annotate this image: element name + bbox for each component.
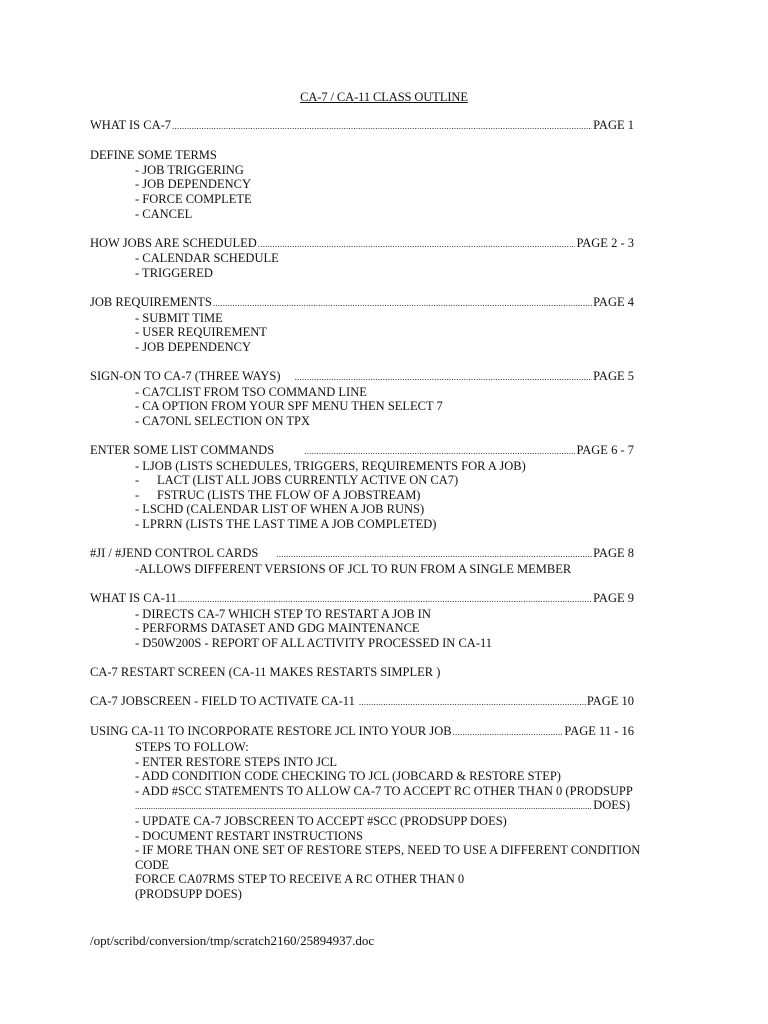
list-item: - FORCE COMPLETE: [135, 191, 252, 206]
section-label: CA-7 RESTART SCREEN (CA-11 MAKES RESTARTS SIMPLER ): [90, 664, 441, 679]
toc-row: [90, 546, 634, 562]
list-item: - USER REQUIREMENT: [135, 325, 267, 340]
page-reference: PAGE 4: [593, 295, 634, 310]
list-item: - LPRRN (LISTS THE LAST TIME A JOB COMPLETED): [135, 517, 437, 532]
list-item: - TRIGGERED: [135, 265, 213, 280]
dot-leader: [295, 370, 593, 385]
list-item: - ENTER RESTORE STEPS INTO JCL: [135, 754, 337, 769]
steps-block: [90, 813, 641, 902]
dot-leader: [359, 695, 586, 710]
list-item-continuation: [90, 798, 634, 814]
list-item: - CA OPTION FROM YOUR SPF MENU THEN SELECT 7: [135, 399, 443, 414]
list-item: - JOB DEPENDENCY: [135, 339, 251, 354]
list-item: - PERFORMS DATASET AND GDG MAINTENANCE: [135, 621, 420, 636]
section-what-is-ca7: [90, 118, 634, 134]
dot-leader: [213, 296, 592, 311]
list-item: - CALENDAR SCHEDULE: [135, 251, 279, 266]
section-sign-on: [90, 369, 634, 428]
list-item: - IF MORE THAN ONE SET OF RESTORE STEPS, NEED TO USE A DIFFERENT CONDITION: [135, 843, 641, 858]
dot-leader: [172, 119, 592, 134]
continuation-text: DOES): [593, 798, 630, 813]
section-job-requirements: [90, 295, 634, 354]
list-item: - DOCUMENT RESTART INSTRUCTIONS: [135, 828, 364, 843]
list-dash: -: [135, 473, 140, 488]
dot-leader: [453, 725, 564, 740]
dot-leader: [135, 799, 591, 814]
section-label: DEFINE SOME TERMS: [90, 148, 217, 163]
section-label: WHAT IS CA-7: [90, 118, 172, 132]
file-path-footer: /opt/scribd/conversion/tmp/scratch2160/25894937.doc: [90, 933, 375, 948]
dot-leader: [258, 237, 576, 252]
page-reference: PAGE 6 - 7: [576, 443, 634, 458]
section-label: JOB REQUIREMENTS: [90, 295, 212, 310]
section-what-is-ca11: [90, 591, 634, 650]
dot-leader: [304, 444, 575, 459]
list-item-continuation: CODE: [135, 857, 170, 872]
list-item: - UPDATE CA-7 JOBSCREEN TO ACCEPT #SCC (PRODSUPP DOES): [135, 813, 507, 828]
list-item-text: FSTRUC (LISTS THE FLOW OF A JOBSTREAM): [157, 487, 421, 502]
toc-row: [90, 694, 634, 710]
list-dash: -: [135, 487, 140, 502]
page-reference: PAGE 8: [593, 546, 634, 561]
section-label: WHAT IS CA-11: [90, 591, 177, 605]
list-item: - ADD CONDITION CODE CHECKING TO JCL (JOBCARD & RESTORE STEP): [135, 769, 561, 784]
list-item: - DIRECTS CA-7 WHICH STEP TO RESTART A JOB IN: [135, 606, 431, 621]
dot-leader: [276, 547, 592, 562]
section-label: ENTER SOME LIST COMMANDS: [90, 443, 275, 458]
toc-row: [90, 443, 634, 459]
section-restore-jcl: [90, 724, 641, 901]
list-item: (PRODSUPP DOES): [135, 886, 242, 901]
list-item: - LSCHD (CALENDAR LIST OF WHEN A JOB RUNS): [135, 502, 425, 517]
section-label: CA-7 JOBSCREEN - FIELD TO ACTIVATE CA-11: [90, 694, 355, 709]
list-item: - JOB TRIGGERING: [135, 162, 244, 177]
toc-row: [90, 724, 634, 740]
section-label: #JI / #JEND CONTROL CARDS: [90, 546, 259, 561]
list-item: - CA7CLIST FROM TSO COMMAND LINE: [135, 384, 367, 399]
steps-heading: STEPS TO FOLLOW:: [135, 739, 249, 754]
section-define-terms: [90, 148, 634, 221]
section-control-cards: [90, 546, 634, 576]
list-item: - D50W200S - REPORT OF ALL ACTIVITY PROCESSED IN CA-11: [135, 635, 493, 650]
toc-row: [90, 118, 634, 134]
page-title: CA-7 / CA-11 CLASS OUTLINE: [300, 90, 468, 104]
page-reference: PAGE 11 - 16: [564, 724, 634, 739]
dot-leader: [178, 592, 592, 607]
section-how-jobs-scheduled: [90, 236, 634, 281]
toc-row: [90, 591, 634, 607]
page-reference: PAGE 2 - 3: [576, 235, 634, 250]
list-item: - SUBMIT TIME: [135, 310, 223, 325]
section-restart-screen: [90, 665, 634, 680]
outline-content: [90, 118, 641, 916]
list-item-text: LACT (LIST ALL JOBS CURRENTLY ACTIVE ON CA7): [157, 473, 459, 488]
steps-block: [90, 740, 634, 798]
list-item: [90, 473, 634, 488]
toc-row: [90, 236, 634, 252]
page-reference: PAGE 10: [586, 694, 634, 709]
page-reference: PAGE 5: [593, 369, 634, 384]
section-label: SIGN-ON TO CA-7 (THREE WAYS): [90, 369, 281, 384]
page-reference: PAGE 9: [593, 591, 634, 605]
section-list-commands: [90, 443, 634, 532]
list-item: FORCE CA07RMS STEP TO RECEIVE A RC OTHER THAN 0: [135, 872, 465, 887]
toc-row: [90, 369, 634, 385]
section-label: USING CA-11 TO INCORPORATE RESTORE JCL INTO YOUR JOB: [90, 724, 452, 739]
list-item: - CANCEL: [135, 206, 193, 221]
toc-row: [90, 295, 634, 311]
list-item: - ADD #SCC STATEMENTS TO ALLOW CA-7 TO ACCEPT RC OTHER THAN 0 (PRODSUPP: [135, 783, 633, 798]
page-reference: PAGE 1: [593, 118, 634, 132]
list-item: - LJOB (LISTS SCHEDULES, TRIGGERS, REQUIREMENTS FOR A JOB): [135, 458, 526, 473]
list-item: -ALLOWS DIFFERENT VERSIONS OF JCL TO RUN FROM A SINGLE MEMBER: [135, 561, 572, 576]
list-item: [90, 488, 634, 503]
section-label: HOW JOBS ARE SCHEDULED: [90, 235, 257, 250]
list-item: - CA7ONL SELECTION ON TPX: [135, 413, 310, 428]
list-item: - JOB DEPENDENCY: [135, 177, 251, 192]
section-jobscreen: [90, 694, 634, 710]
